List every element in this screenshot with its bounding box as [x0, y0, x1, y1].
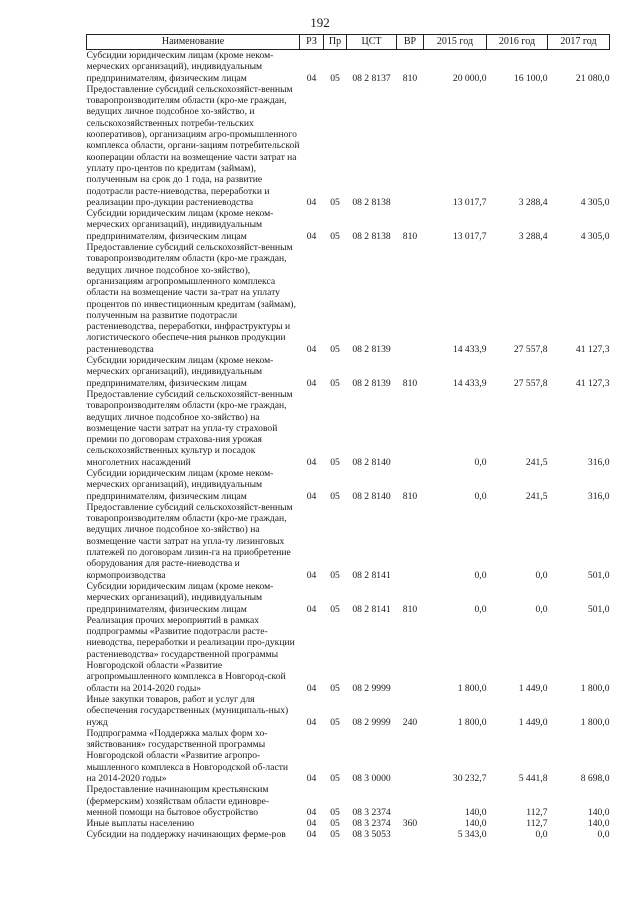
table-body — [87, 50, 610, 841]
row-cst: 08 2 8140 — [352, 456, 391, 468]
row-name: Субсидии юридическим лицам (кроме неком-мерческих организаций), индивидуальным предпринимателям, физическим лицам — [86, 208, 274, 242]
row-cst: 08 2 8138 — [352, 196, 391, 208]
page-number: 192 — [310, 15, 330, 30]
row-cst: 08 2 8139 — [352, 377, 391, 389]
row-2017-value: 140,0 — [587, 806, 610, 818]
row-pr: 05 — [330, 377, 340, 389]
row-2015-value: 13 017,7 — [452, 230, 487, 242]
row-2016-value: 112,7 — [526, 818, 548, 830]
row-2017-value: 41 127,3 — [575, 377, 610, 389]
row-2015-value: 0,0 — [474, 603, 487, 615]
row-pr: 05 — [330, 716, 340, 728]
row-name: Субсидии на поддержку начинающих ферме-ров — [86, 829, 286, 841]
row-pr: 05 — [330, 818, 340, 830]
budget-table — [86, 34, 610, 841]
table-row — [87, 84, 610, 208]
row-2015-value: 5 343,0 — [457, 829, 487, 841]
table-row — [87, 468, 610, 502]
header-name: Наименование — [87, 35, 300, 50]
row-pr: 05 — [330, 343, 340, 355]
row-2015-value: 14 433,9 — [452, 377, 487, 389]
header-2017: 2017 год — [548, 35, 610, 50]
row-vr — [397, 615, 424, 694]
row-pr: 05 — [330, 682, 340, 694]
row-2016-value: 5 441,8 — [518, 773, 548, 784]
row-2017-value: 316,0 — [587, 490, 610, 502]
table-row — [87, 694, 610, 728]
row-name: Иные закупки товаров, работ и услуг для обеспечения государственных (муниципаль-ных) нужд — [86, 693, 289, 728]
row-cst: 08 3 0000 — [352, 773, 391, 784]
row-cst: 08 2 8141 — [352, 603, 391, 615]
row-rz: 04 — [306, 773, 317, 784]
row-2017-value: 501,0 — [587, 569, 610, 581]
row-cst: 08 2 8138 — [352, 230, 391, 242]
row-2017-value: 4 305,0 — [580, 230, 610, 242]
row-2016-value: 0,0 — [535, 829, 548, 841]
table-row — [87, 581, 610, 615]
table-row — [87, 355, 610, 389]
table-row — [87, 242, 610, 355]
row-rz: 04 — [306, 72, 317, 84]
table-row — [87, 784, 610, 818]
row-cst: 08 2 8141 — [352, 569, 391, 581]
header-2015: 2015 год — [424, 35, 487, 50]
row-2015-value: 1 800,0 — [457, 682, 487, 694]
row-rz: 04 — [306, 456, 317, 468]
table-row — [87, 389, 610, 468]
row-name: Субсидии юридическим лицам (кроме неком-мерческих организаций), индивидуальным предпринимателям, физическим лицам — [86, 467, 274, 502]
row-vr — [397, 242, 424, 355]
row-2017-value: 41 127,3 — [575, 343, 610, 355]
row-2015-value: 0,0 — [474, 456, 487, 468]
row-pr: 05 — [330, 829, 340, 841]
row-vr: 240 — [402, 716, 418, 728]
row-name: Иные выплаты населению — [86, 818, 195, 830]
row-cst: 08 3 5053 — [352, 829, 391, 841]
row-rz: 04 — [306, 682, 317, 694]
table-row — [87, 50, 610, 84]
row-name: Субсидии юридическим лицам (кроме неком-мерческих организаций), индивидуальным предпринимателям, физическим лицам — [86, 355, 274, 389]
row-cst: 08 2 8137 — [352, 72, 391, 84]
row-vr — [397, 784, 424, 818]
row-2016-value: 3 288,4 — [518, 230, 548, 242]
row-rz: 04 — [306, 716, 317, 728]
row-name: Предоставление субсидий сельскохозяйст-венным товаропроизводителям области (кро-ме граждан, ведущих личное подсобное хо-зяйство), организациям агропромышленного комплекса области на возмещение части за-трат на уплату процентов по инвестиционным кредитам (займам), полученным на развитие подотрасли растениеводства, переработки, инфраструктуры и логистического обеспече-ния рынков продукции растениеводства — [86, 242, 296, 355]
row-vr — [397, 728, 424, 784]
row-2017-value: 8 698,0 — [580, 773, 610, 784]
row-name: Предоставление субсидий сельскохозяйст-венным товаропроизводителям области (кро-ме граждан, ведущих личное подсобное хо-зяйство) на возмещение части затрат на упла-ту страховой премии по договорам страхова-ния урожая сельскохозяйственных культур и посадок многолетних насаждений — [86, 388, 293, 468]
table-row — [87, 208, 610, 242]
row-vr: 810 — [402, 603, 418, 615]
row-2015-value: 140,0 — [464, 806, 487, 818]
row-cst: 08 2 9999 — [352, 716, 391, 728]
row-2017-value: 0,0 — [597, 829, 610, 841]
header-cst: ЦСТ — [347, 35, 397, 50]
table-row — [87, 818, 610, 829]
row-name: Субсидии юридическим лицам (кроме неком-мерческих организаций), индивидуальным предпринимателям, физическим лицам — [86, 580, 274, 615]
row-pr: 05 — [330, 490, 340, 502]
row-2016-value: 27 557,8 — [513, 377, 548, 389]
row-2017-value: 4 305,0 — [580, 196, 610, 208]
row-2015-value: 13 017,7 — [452, 196, 487, 208]
row-name: Предоставление начинающим крестьянским (фермерским) хозяйствам области единовре-менной помощи на бытовое обустройство — [86, 784, 270, 818]
row-name: Предоставление субсидий сельскохозяйст-венным товаропроизводителям области (кро-ме граждан, ведущих личное подсобное хо-зяйство, и сельскохозяйственных потреби-тельских кооперативов), организациям агро-промышленного комплекса области, органи-зациям потребительской кооперации области на возмещение части затрат на уплату про-центов по кредитам (займам), полученным на срок до 1 года, на развитие подотрасли расте-ниеводства, переработки и реализации про-дукции растениеводства — [86, 83, 300, 208]
row-pr: 05 — [330, 196, 340, 208]
table-row — [87, 728, 610, 784]
row-vr: 810 — [402, 490, 418, 502]
header-2016: 2016 год — [487, 35, 548, 50]
row-rz: 04 — [306, 490, 317, 502]
row-2016-value: 1 449,0 — [518, 716, 548, 728]
row-2017-value: 501,0 — [587, 603, 610, 615]
table-header — [87, 35, 610, 50]
row-vr — [397, 829, 424, 840]
row-cst: 08 3 2374 — [352, 806, 391, 818]
row-vr: 810 — [402, 230, 418, 242]
row-rz: 04 — [306, 603, 317, 615]
row-rz: 04 — [306, 569, 317, 581]
row-2016-value: 27 557,8 — [513, 343, 548, 355]
row-2015-value: 30 232,7 — [452, 773, 487, 784]
row-2016-value: 0,0 — [535, 603, 548, 615]
row-rz: 04 — [306, 806, 317, 818]
row-2017-value: 1 800,0 — [580, 682, 610, 694]
row-pr: 05 — [330, 230, 340, 242]
row-vr: 360 — [402, 818, 418, 830]
row-name: Предоставление субсидий сельскохозяйст-венным товаропроизводителям области (кро-ме граждан, ведущих личное подсобное хо-зяйство) на возмещение части затрат на упла-ту лизинговых платежей по договорам лизин-га на приобретение оборудования для расте-ниеводства и кормопроизводства — [86, 501, 293, 581]
row-2016-value: 1 449,0 — [518, 682, 548, 694]
header-rz: РЗ — [300, 35, 324, 50]
row-cst: 08 2 9999 — [352, 682, 391, 694]
row-vr: 810 — [402, 377, 418, 389]
row-name: Подпрограмма «Поддержка малых форм хо-зяйствования» государственной программы Новгородской области «Развитие агропро-мышленного комплекса в Новгородской об-ласти на 2014-2020 годы» — [86, 727, 289, 784]
row-2016-value: 241,5 — [525, 490, 548, 502]
row-2015-value: 1 800,0 — [457, 716, 487, 728]
row-cst: 08 2 8139 — [352, 343, 391, 355]
row-vr — [397, 84, 424, 208]
row-2016-value: 16 100,0 — [513, 72, 548, 84]
row-pr: 05 — [330, 569, 340, 581]
row-2015-value: 140,0 — [464, 818, 487, 830]
row-2015-value: 0,0 — [474, 490, 487, 502]
header-row — [87, 35, 610, 50]
row-2016-value: 3 288,4 — [518, 196, 548, 208]
row-pr: 05 — [330, 603, 340, 615]
row-2016-value: 0,0 — [535, 569, 548, 581]
row-2015-value: 0,0 — [474, 569, 487, 581]
row-rz: 04 — [306, 829, 317, 841]
row-2017-value: 316,0 — [587, 456, 610, 468]
row-cst: 08 2 8140 — [352, 490, 391, 502]
row-pr: 05 — [330, 806, 340, 818]
row-vr: 810 — [402, 72, 418, 84]
row-rz: 04 — [306, 230, 317, 242]
header-pr: Пр — [324, 35, 347, 50]
row-2016-value: 241,5 — [525, 456, 548, 468]
row-vr — [397, 502, 424, 581]
table-row — [87, 615, 610, 694]
row-name: Реализация прочих мероприятий в рамках подпрограммы «Развитие подотрасли расте-ниеводства, переработки и реализации про-дукции растениеводства» государственной программы Новгородской области «Развитие агропромышленного комплекса в Новгород-ской области на 2014-2020 годы» — [86, 614, 295, 694]
row-rz: 04 — [306, 343, 317, 355]
header-vr: ВР — [397, 35, 424, 50]
row-2016-value: 112,7 — [526, 806, 548, 818]
row-rz: 04 — [306, 818, 317, 830]
row-rz: 04 — [306, 377, 317, 389]
row-2015-value: 20 000,0 — [452, 72, 487, 84]
row-cst: 08 3 2374 — [352, 818, 391, 830]
row-pr: 05 — [330, 72, 340, 84]
row-vr — [397, 389, 424, 468]
row-name: Субсидии юридическим лицам (кроме неком-мерческих организаций), индивидуальным предпринимателям, физическим лицам — [86, 50, 274, 84]
row-pr: 05 — [330, 773, 340, 784]
row-rz: 04 — [306, 196, 317, 208]
table-row — [87, 829, 610, 840]
row-pr: 05 — [330, 456, 340, 468]
row-2017-value: 21 080,0 — [575, 72, 610, 84]
row-2015-value: 14 433,9 — [452, 343, 487, 355]
row-2017-value: 1 800,0 — [580, 716, 610, 728]
table-row — [87, 502, 610, 581]
row-2017-value: 140,0 — [587, 818, 610, 830]
